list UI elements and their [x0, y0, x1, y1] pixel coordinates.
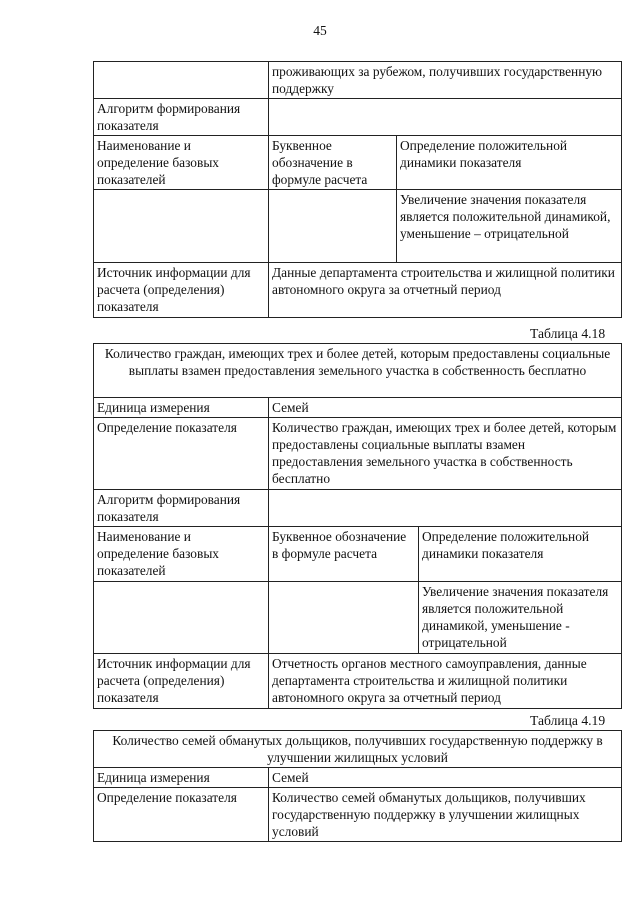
row-label: Алгоритм формирования показателя: [94, 490, 269, 527]
row-value: Семей: [269, 768, 622, 788]
table-title-row: [94, 731, 622, 768]
row-label: Определение показателя: [94, 788, 269, 842]
row-label: Наименование и определение базовых показателей: [94, 527, 269, 582]
row-label: [94, 190, 269, 263]
row-label: [94, 62, 269, 99]
table-row: [94, 527, 622, 582]
row-label: Источник информации для расчета (определения) показателя: [94, 654, 269, 709]
table-row: [94, 418, 622, 490]
row-label: Источник информации для расчета (определения) показателя: [94, 263, 269, 318]
table-row: [94, 490, 622, 527]
row-col3: Определение положительной динамики показателя: [419, 527, 622, 582]
table-title: Количество граждан, имеющих трех и более детей, которым предоставлены социальные выплаты взамен предоставления земельного участка в собственность бесплатно: [94, 344, 622, 398]
table-row: [94, 788, 622, 842]
table-row: [94, 398, 622, 418]
row-value: [269, 99, 622, 136]
table-row: [94, 768, 622, 788]
row-label: Определение показателя: [94, 418, 269, 490]
row-col2: [269, 190, 397, 263]
page-number: 45: [313, 23, 327, 38]
table-caption: Таблица 4.18: [530, 326, 606, 341]
table-row: [94, 62, 622, 99]
row-label: [94, 582, 269, 654]
row-value: Количество граждан, имеющих трех и более детей, которым предоставлены социальные выплаты взамен предоставления земельного участка в собственность бесплатно: [269, 418, 622, 490]
table-row: [94, 99, 622, 136]
table-title-row: [94, 344, 622, 398]
row-value: [269, 490, 622, 527]
row-label: Единица измерения: [94, 398, 269, 418]
table-row: [94, 263, 622, 318]
row-col2: [269, 582, 419, 654]
table-4-19: [93, 730, 622, 842]
row-col2: Буквенное обозначение в формуле расчета: [269, 527, 419, 582]
table-row: [94, 582, 622, 654]
row-value: Семей: [269, 398, 622, 418]
table-row: [94, 136, 622, 190]
row-col2: Буквенное обозначение в формуле расчета: [269, 136, 397, 190]
table-4-18: [93, 343, 622, 709]
table-title: Количество семей обманутых дольщиков, получивших государственную поддержку в улучшении жилищных условий: [94, 731, 622, 768]
row-label: Единица измерения: [94, 768, 269, 788]
table-row: [94, 654, 622, 709]
row-value: Отчетность органов местного самоуправления, данные департамента строительства и жилищной политики автономного округа за отчетный период: [269, 654, 622, 709]
row-col3: Определение положительной динамики показателя: [397, 136, 622, 190]
row-col3: Увеличение значения показателя является положительной динамикой, уменьшение - отрицательной: [419, 582, 622, 654]
table-row: [94, 190, 622, 263]
table-caption: Таблица 4.19: [530, 713, 606, 728]
row-value: Данные департамента строительства и жилищной политики автономного округа за отчетный период: [269, 263, 622, 318]
row-value: Количество семей обманутых дольщиков, получивших государственную поддержку в улучшении жилищных условий: [269, 788, 622, 842]
row-value: проживающих за рубежом, получивших государственную поддержку: [269, 62, 622, 99]
row-label: Наименование и определение базовых показателей: [94, 136, 269, 190]
row-col3: Увеличение значения показателя является положительной динамикой, уменьшение – отрицательной: [397, 190, 622, 263]
table-continuation: [93, 61, 622, 318]
row-label: Алгоритм формирования показателя: [94, 99, 269, 136]
